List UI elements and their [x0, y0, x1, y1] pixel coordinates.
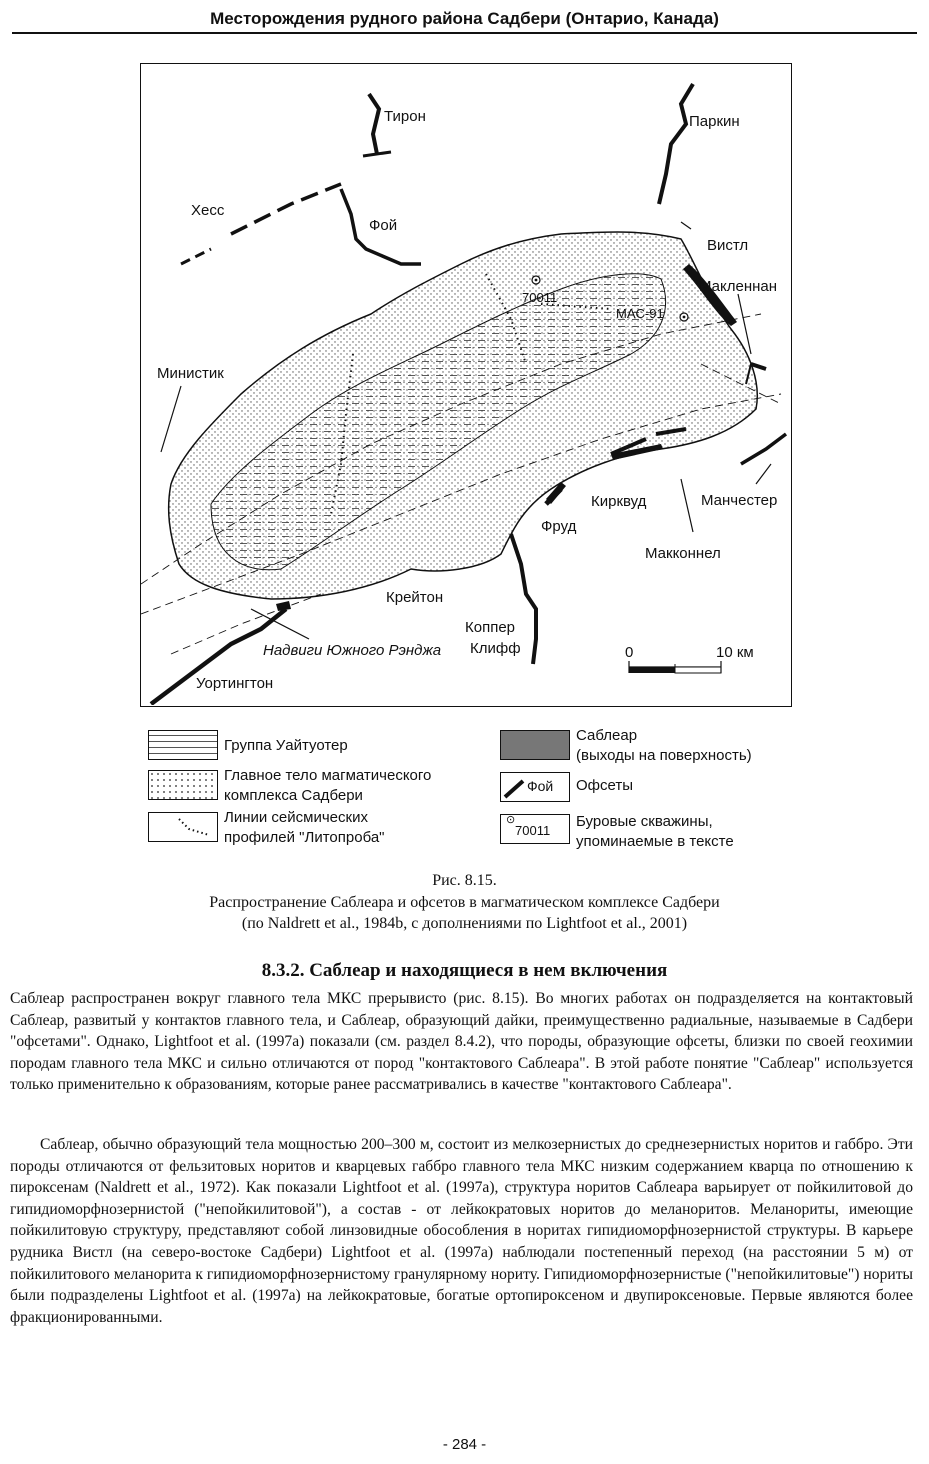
section-heading: 8.3.2. Саблеар и находящиеся в нем включения — [261, 960, 668, 981]
label-hess: Хесс — [191, 202, 225, 219]
offset-tiron — [369, 94, 379, 154]
label-frud: Фруд — [541, 518, 577, 535]
legend-main-body-line1: Главное тело магматического — [224, 767, 432, 784]
map-legend — [140, 728, 800, 858]
offset-hess — [181, 249, 211, 264]
legend-swatch-seismic — [148, 812, 218, 842]
leader-line — [161, 386, 181, 452]
legend-swatch-whitewater — [148, 730, 218, 760]
leader-line — [681, 222, 691, 229]
label-foy: Фой — [369, 217, 398, 234]
paragraph-2: Саблеар, обычно образующий тела мощностью 200–300 м, состоит из мелкозернистых до среднезернистых норитов и габбро. Эти породы отличаются от фельзитовых норитов и кварцевых габбро главного тела МКС низким содержанием кварца по отношению к пироксенам (Naldrett et al., 1972). Как показали Lightfoot et al. (1997a), структура норитов Саблеара варьирует от пойкилитовой до гипидиоморфнозернистой ("непойкилитовой"), а состав - от лейкократовых норитов до меланоритов. Меланориты, имеющие пойкилитовую структуру, представляют собой линзовидные обособления в норитах гипидиоморфнозернистой структуры. В карьере рудника Вистл (на северо-востоке Садбери) Lightfoot et al. (1997a) наблюдали постепенный переход (на расстоянии 5 м) от пойкилитового меланорита к гипидиоморфнозернистому гранулярному нориту. Гипидиоморфнозернистые ("непойкилитовые") нориты были подразделены Lightfoot et al. (1997a) на лейкократовые, богатые ортопироксеном и двупироксеновые. Первые являются более фракционированными. — [10, 1136, 913, 1326]
label-kliff: Клифф — [470, 640, 521, 657]
legend-swatch-offsets — [500, 772, 570, 802]
legend-offsets: Офсеты — [576, 777, 634, 794]
label-parkin: Паркин — [689, 113, 740, 130]
legend-seismic-line2: профилей "Литопроба" — [224, 829, 385, 846]
legend-seismic-line1: Линии сейсмических — [224, 809, 368, 826]
page-number: - 284 - — [442, 1436, 487, 1453]
legend-wells-sample: 70011 — [515, 823, 551, 838]
leader-line — [756, 464, 771, 484]
legend-swatch-wells: ⊙ 70011 — [500, 814, 570, 844]
offset-east — [741, 434, 786, 464]
label-maklennan: Макленнан — [699, 278, 778, 295]
scale-label-zero: 0 — [625, 644, 634, 661]
label-vistl: Вистл — [707, 237, 749, 254]
label-south-range-thrusts: Надвиги Южного Рэнджа — [263, 642, 442, 659]
legend-main-body-line2: комплекса Садбери — [224, 787, 363, 804]
legend-sublayer-line2: (выходы на поверхность) — [576, 747, 752, 764]
figure-caption-line2: (по Naldrett et al., 1984b, с дополнениями по Lightfoot et al., 2001) — [241, 915, 688, 932]
legend-swatch-main-body — [148, 770, 218, 800]
label-well-70011: 70011 — [522, 290, 558, 305]
label-manchester: Манчестер — [701, 492, 778, 509]
offset-parkin — [659, 84, 693, 204]
label-tiron: Тирон — [384, 108, 426, 125]
label-well-mac91: MAC-91 — [616, 306, 664, 321]
figure-caption-line1: Распространение Саблеара и офсетов в магматическом комплексе Садбери — [209, 894, 720, 911]
label-kirkvud: Кирквуд — [591, 493, 647, 510]
legend-wells-line2: упоминаемые в тексте — [576, 833, 734, 850]
label-ministik: Министик — [157, 365, 224, 382]
paragraph-1: Саблеар распространен вокруг главного тела МКС прерывисто (рис. 8.15). Во многих работах он подразделяется на контактовый Саблеар, развитый у контактов главного тела, и Саблеар, образующий дайки, преимущественно радиальные, называемые в Садбери "офсетами". Однако, Lightfoot et al. (1997a) показали (см. раздел 8.4.2), что породы, образующие офсеты, близки по своей геохимии породам главного тела МКС и сильно отличаются от пород "контактового Саблеара". В этой работе понятие "Саблеар" используется только применительно к образованиям, которые ранее рассматривались в качестве "контактового Саблеара". — [10, 990, 913, 1094]
leader-line — [681, 479, 693, 532]
offset-hess-2 — [231, 184, 341, 234]
legend-offsets-sample: Фой — [527, 778, 554, 794]
legend-swatch-sublayer — [500, 730, 570, 760]
scale-label-ten: 10 км — [716, 644, 754, 661]
figure-number: Рис. 8.15. — [432, 872, 497, 889]
label-makkonnel: Макконнел — [645, 545, 721, 562]
label-kopper: Коппер — [465, 619, 516, 636]
legend-whitewater: Группа Уайтуотер — [224, 737, 348, 754]
label-kreyton: Крейтон — [386, 589, 444, 606]
scale-bar — [625, 644, 754, 673]
legend-wells-line1: Буровые скважины, — [576, 813, 713, 830]
map-canvas — [141, 64, 791, 705]
legend-sublayer-line1: Саблеар — [576, 727, 638, 744]
label-wortington: Уортингтон — [196, 675, 274, 692]
geologic-map — [140, 63, 792, 707]
running-header: Месторождения рудного района Садбери (Онтарио, Канада) — [12, 6, 917, 34]
